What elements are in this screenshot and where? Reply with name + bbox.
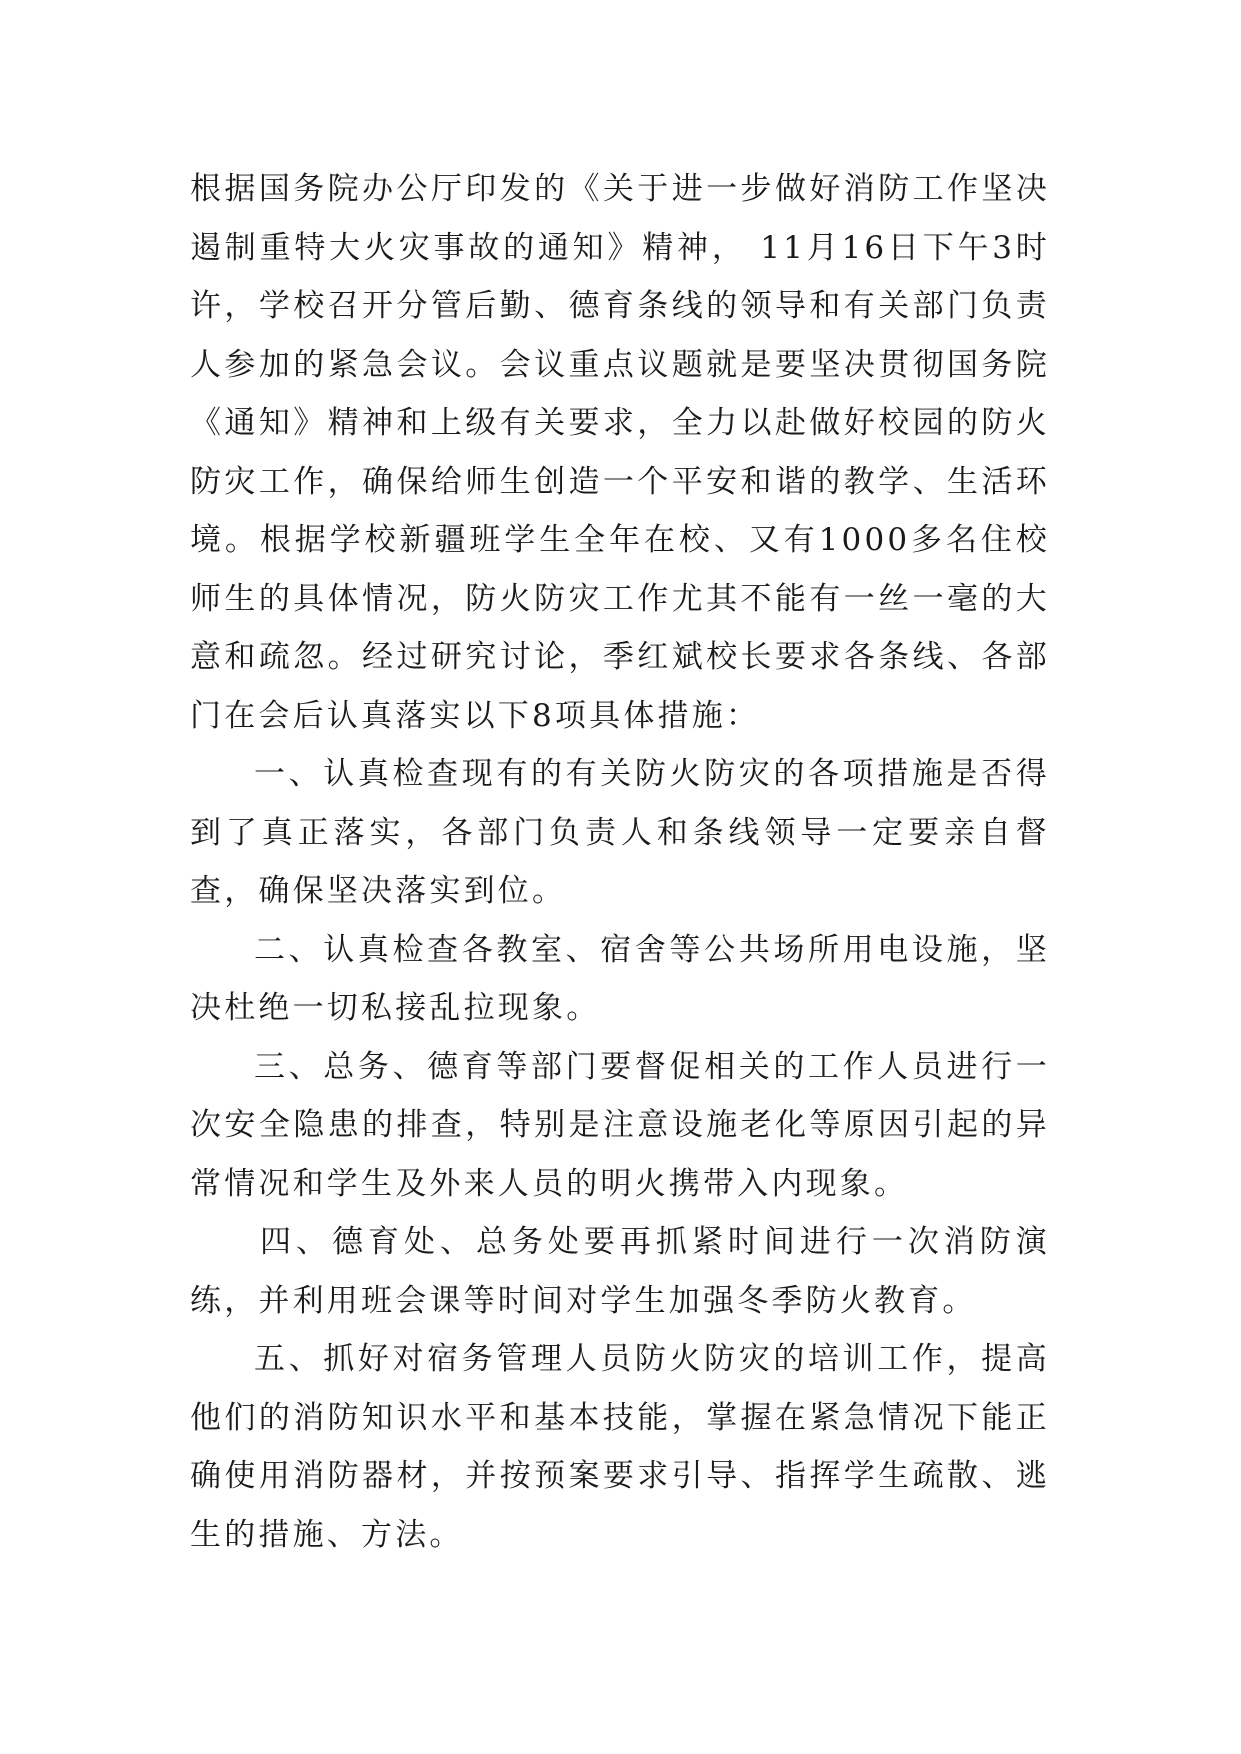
measure-item-1: 一、认真检查现有的有关防火防灾的各项措施是否得到了真正落实，各部门负责人和条线领导一定要亲自督查，确保坚决落实到位。 [190, 756, 1050, 909]
measure-item-3: 三、总务、德育等部门要督促相关的工作人员进行一次安全隐患的排查，特别是注意设施老化等原因引起的异常情况和学生及外来人员的明火携带入内现象。 [190, 1048, 1050, 1202]
measure-item-4: 四、德育处、总务处要再抓紧时间进行一次消防演练，并利用班会课等时间对学生加强冬季防火教育。 [190, 1224, 1050, 1319]
measure-item-5: 五、抓好对宿务管理人员防火防灾的培训工作，提高他们的消防知识水平和基本技能，掌握在紧急情况下能正确使用消防器材，并按预案要求引导、指挥学生疏散、逃生的措施、方法。 [190, 1341, 1050, 1553]
document-body [190, 160, 1050, 1564]
measure-item-2: 二、认真检查各教室、宿舍等公共场所用电设施，坚决杜绝一切私接乱拉现象。 [190, 931, 1050, 1026]
intro-paragraph: 根据国务院办公厅印发的《关于进一步做好消防工作坚决遏制重特大火灾事故的通知》精神， 11月16日下午3时许，学校召开分管后勤、德育条线的领导和有关部门负责人参加的紧急会议。会议重点议题就是要坚决贯彻国务院《通知》精神和上级有关要求，全力以赴做好校园的防火防灾工作，确保给师生创造一个平安和谐的教学、生活环境。根据学校新疆班学生全年在校、又有1000多名住校师生的具体情况，防火防灾工作尤其不能有一丝一毫的大意和疏忽。经过研究讨论，季红斌校长要求各条线、各部门在会后认真落实以下8项具体措施： [190, 171, 1050, 734]
